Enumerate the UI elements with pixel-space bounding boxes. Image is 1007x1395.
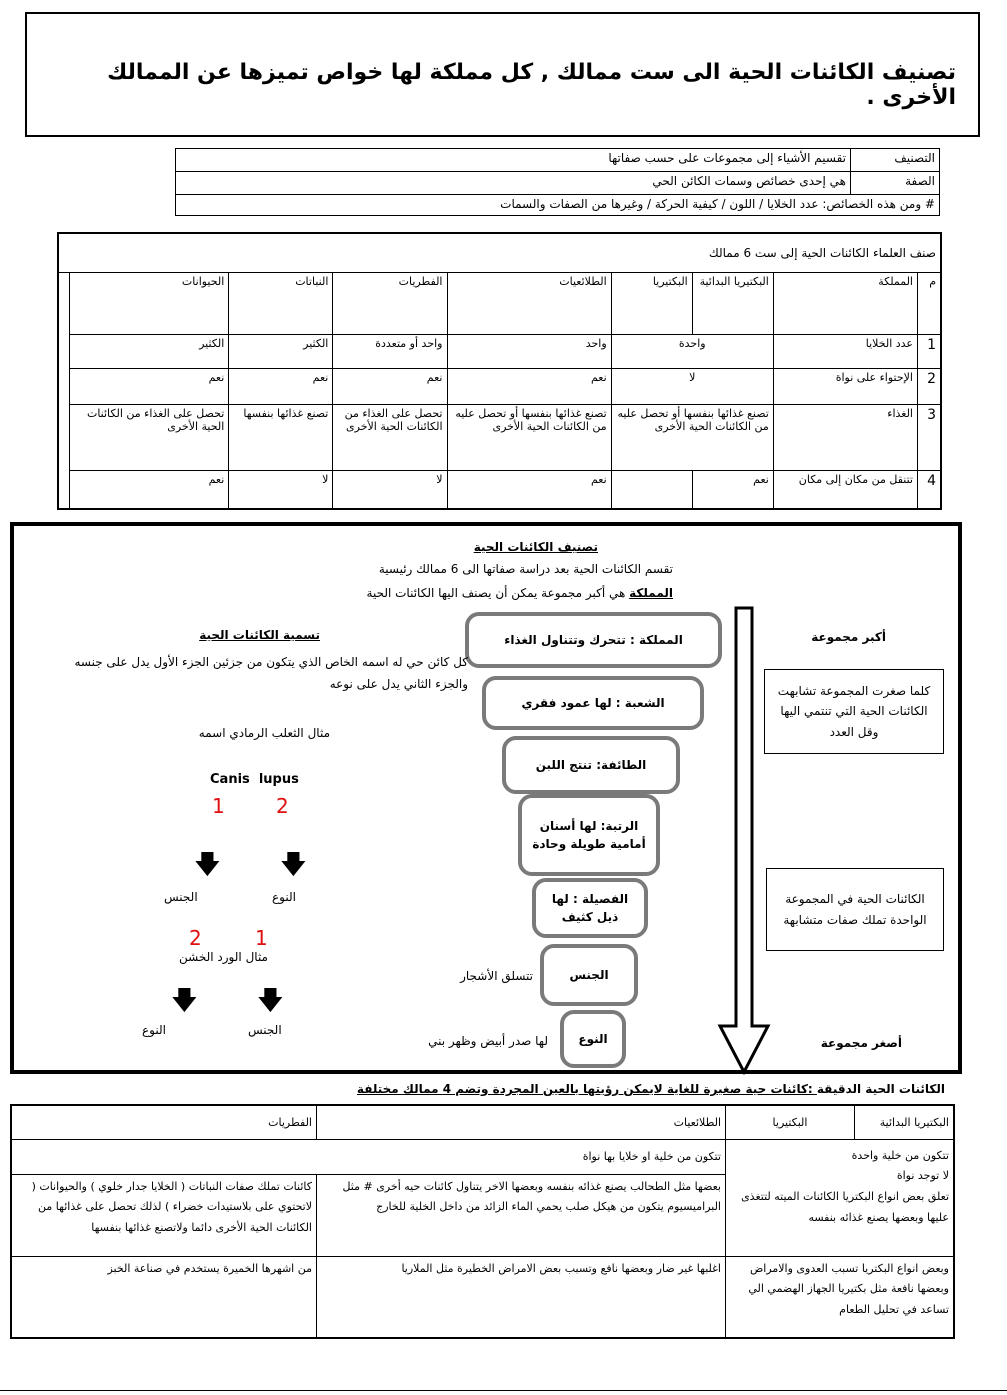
def-desc: هي إحدى خصائص وسمات الكائن الحي (176, 172, 851, 195)
cell-animals: الكثير (70, 335, 229, 369)
cell-fungi: تحصل على الغذاء من الكائنات الحية الأخرى (333, 405, 447, 471)
note-box-similarity: الكائنات الحية في المجموعة الواحدة تملك صفات متشابهة (766, 868, 944, 951)
cell-bacteria-effect: وبعض انواع البكتريا تسبب العدوى والامراض وبعضها نافعة مثل بكتيريا الجهاز الهضمي الي تساعد في تحليل الطعام (726, 1256, 955, 1338)
cell-animals: نعم (70, 471, 229, 509)
arrow-down-icon: 🡇 (194, 850, 221, 880)
row-num: 3 (917, 405, 941, 471)
cell-bacteria: واحدة (611, 335, 773, 369)
definitions-table (175, 148, 940, 216)
col-archaea: البكتيريا البدائية (692, 273, 773, 335)
number-two-b: 2 (189, 926, 202, 950)
arrow-down-icon: 🡇 (280, 850, 307, 880)
cell-shared: تتكون من خلية او خلايا بها نواة (11, 1139, 726, 1174)
micro-definition: :كائنات حية صغيرة للغاية لايمكن رؤيتها بالعين المجردة وتضم 4 ممالك مختلفة (356, 1082, 817, 1096)
arrow-down-icon: 🡇 (171, 986, 198, 1016)
number-one-b: 1 (255, 926, 268, 950)
col-bacteria: البكتيريا (611, 273, 692, 335)
cell-bacteria: نعم (447, 471, 611, 509)
row-label: الغذاء (773, 405, 917, 471)
col-num: م (917, 273, 941, 335)
col-plants: النباتات (229, 273, 333, 335)
cell-bacteria: تصنع غذائها بنفسها أو تحصل عليه من الكائنات الحية الأخرى (611, 405, 773, 471)
classification-line1: تقسم الكائنات الحية بعد دراسة صفاتها الى 6 ممالك رئيسية (378, 562, 673, 576)
cell-protists: تصنع غذائها بنفسها أو تحصل عليه من الكائنات الحية الأخرى (447, 405, 611, 471)
cell-bacteria: لا (611, 369, 773, 405)
table-row (176, 195, 940, 216)
genus-label: الجنس (164, 890, 198, 904)
naming-title: تسمية الكائنات الحية (199, 628, 320, 642)
genus-label-b: الجنس (248, 1023, 282, 1037)
cell-animals: تحصل على الغذاء من الكائنات الحية الأخرى (70, 405, 229, 471)
bottom-rule (0, 1390, 1007, 1391)
cell-bacteria-desc: تتكون من خلية واحدة لا توجد نواة تعلق بعض انواع البكتريا الكائنات الميته لتتغذى عليها وبعضها يصنع غذائه بنفسه (726, 1139, 955, 1256)
cell-animals: نعم (70, 369, 229, 405)
arrow-down-icon: 🡇 (257, 986, 284, 1016)
row-label: عدد الخلايا (773, 335, 917, 369)
def-desc: تقسيم الأشياء إلى مجموعات على حسب صفاتها (176, 149, 851, 172)
cell-plants: نعم (229, 369, 333, 405)
spacer (58, 369, 70, 405)
species-label: النوع (272, 890, 296, 904)
classification-line2 (367, 586, 673, 600)
level-species: النوع (560, 1010, 626, 1068)
row-num: 1 (917, 335, 941, 369)
species-note: لها صدر أبيض وظهر بني (428, 1034, 548, 1048)
col-fungi: الفطريات (11, 1105, 317, 1139)
kingdom-term: المملكة (629, 586, 673, 600)
level-phylum: الشعبة : لها عمود فقري (482, 676, 704, 730)
level-kingdom: المملكة : تتحرك وتتناول الغذاء (465, 612, 722, 668)
naming-text: كل كائن حي له اسمه الخاص الذي يتكون من جزئين الجزء الأول يدل على جنسه والجزء الثاني يدل على نوعه (74, 655, 468, 691)
col-protists: الطلائعيات (447, 273, 611, 335)
classification-section (10, 522, 962, 1074)
table-row (58, 471, 941, 509)
col-kingdom: المملكة (773, 273, 917, 335)
kingdoms-table (57, 232, 942, 510)
classification-title: تصنيف الكائنات الحية (473, 540, 598, 554)
arrow-down-icon (720, 608, 768, 1072)
cell-fungi: لا (333, 471, 447, 509)
row-label: تتنقل من مكان إلى مكان (773, 471, 917, 509)
table-row (58, 233, 941, 273)
spacer (58, 471, 70, 509)
table-row (58, 273, 941, 335)
table-row (58, 369, 941, 405)
spacer (58, 405, 70, 471)
number-one: 1 (212, 794, 225, 818)
row-num: 2 (917, 369, 941, 405)
page-title: تصنيف الكائنات الحية الى ست ممالك , كل مملكة لها خواص تميزها عن الممالك الأخرى . (107, 60, 956, 110)
kingdom-def: هي أكبر مجموعة يمكن أن يصنف اليها الكائنات الحية (366, 586, 630, 600)
col-animals: الحيوانات (70, 273, 229, 335)
table-row (11, 1256, 954, 1338)
cell-fungi-desc: كائنات تملك صفات النباتات ( الخلايا جدار خلوي ) والحيوانات ( لاتحتوي على بلاستيدات خضراء ) لذلك تحصل على غذائها من الكائنات الحية الأخرى دائما ولاتصنع غذائها بنفسها (11, 1174, 317, 1256)
cell-archaea: نعم (692, 471, 773, 509)
row-num: 4 (917, 471, 941, 509)
cell-plants: تصنع غذائها بنفسها (229, 405, 333, 471)
def-term: الصفة (851, 172, 940, 195)
level-order: الرتبة: لها أسنان أمامية طويلة وحادة (518, 794, 660, 876)
table-row (58, 335, 941, 369)
cell-plants: لا (229, 471, 333, 509)
cell-fungi-effect: من اشهرها الخميرة يستخدم في صناعة الخبز (11, 1256, 317, 1338)
note-box-size: كلما صغرت المجموعة تشابهت الكائنات الحية التي تنتمي اليها وقل العدد (764, 669, 944, 754)
level-genus: الجنس (540, 944, 638, 1006)
micro-term: الكائنات الحية الدقيقة (816, 1082, 945, 1096)
col-protists: الطلائعيات (317, 1105, 726, 1139)
cell-protists-desc: بعضها مثل الطحالب يصنع غذائه بنفسه وبعضها الاخر يتناول كائنات حيه أخرى # مثل البراميسيوم يتكون من هيكل صلب يحمي الماء الزائد من داخل الخلية للخارج (317, 1174, 726, 1256)
def-note: # ومن هذه الخصائص: عدد الخلايا / اللون / كيفية الحركة / وغيرها من الصفات والسمات (176, 195, 940, 216)
cell-protists: نعم (447, 369, 611, 405)
example-fox: مثال الثعلب الرمادي اسمه (198, 726, 330, 740)
cell-protists-effect: اغلبها غير ضار وبعضها نافع وتسبب بعض الامراض الخطيرة مثل الملاريا (317, 1256, 726, 1338)
title-box (25, 12, 980, 137)
level-family: الفصيلة : لها ذيل كثيف (532, 878, 648, 938)
def-term: التصنيف (851, 149, 940, 172)
table-row (11, 1139, 954, 1174)
table-row (176, 149, 940, 172)
col-fungi: الفطريات (333, 273, 447, 335)
spacer (58, 335, 70, 369)
latin-name: Canis lupus (210, 772, 299, 787)
genus-note: تتسلق الأشجار (460, 969, 533, 983)
cell-protists: واحد (447, 335, 611, 369)
largest-group-label: أكبر مجموعة (811, 630, 886, 644)
table-row (58, 405, 941, 471)
table-row (176, 172, 940, 195)
example-rose: مثال الورد الخشن (179, 950, 268, 964)
col-bacteria: البكتيريا (726, 1105, 855, 1139)
cell-fungi: واحد أو متعددة (333, 335, 447, 369)
cell-empty (611, 471, 692, 509)
spacer (58, 273, 70, 335)
cell-fungi: نعم (333, 369, 447, 405)
smallest-group-label: أصغر مجموعة (820, 1036, 902, 1050)
micro-heading (357, 1082, 945, 1096)
row-label: الإحتواء على نواة (773, 369, 917, 405)
species-label-b: النوع (142, 1023, 166, 1037)
number-two: 2 (276, 794, 289, 818)
table-row (11, 1105, 954, 1139)
col-archaea: البكتيريا البدائية (855, 1105, 955, 1139)
micro-table (10, 1104, 955, 1339)
cell-plants: الكثير (229, 335, 333, 369)
level-class: الطائفة: تنتج اللبن (502, 736, 680, 794)
kingdoms-caption: صنف العلماء الكائنات الحية إلى ست 6 ممالك (58, 233, 941, 273)
